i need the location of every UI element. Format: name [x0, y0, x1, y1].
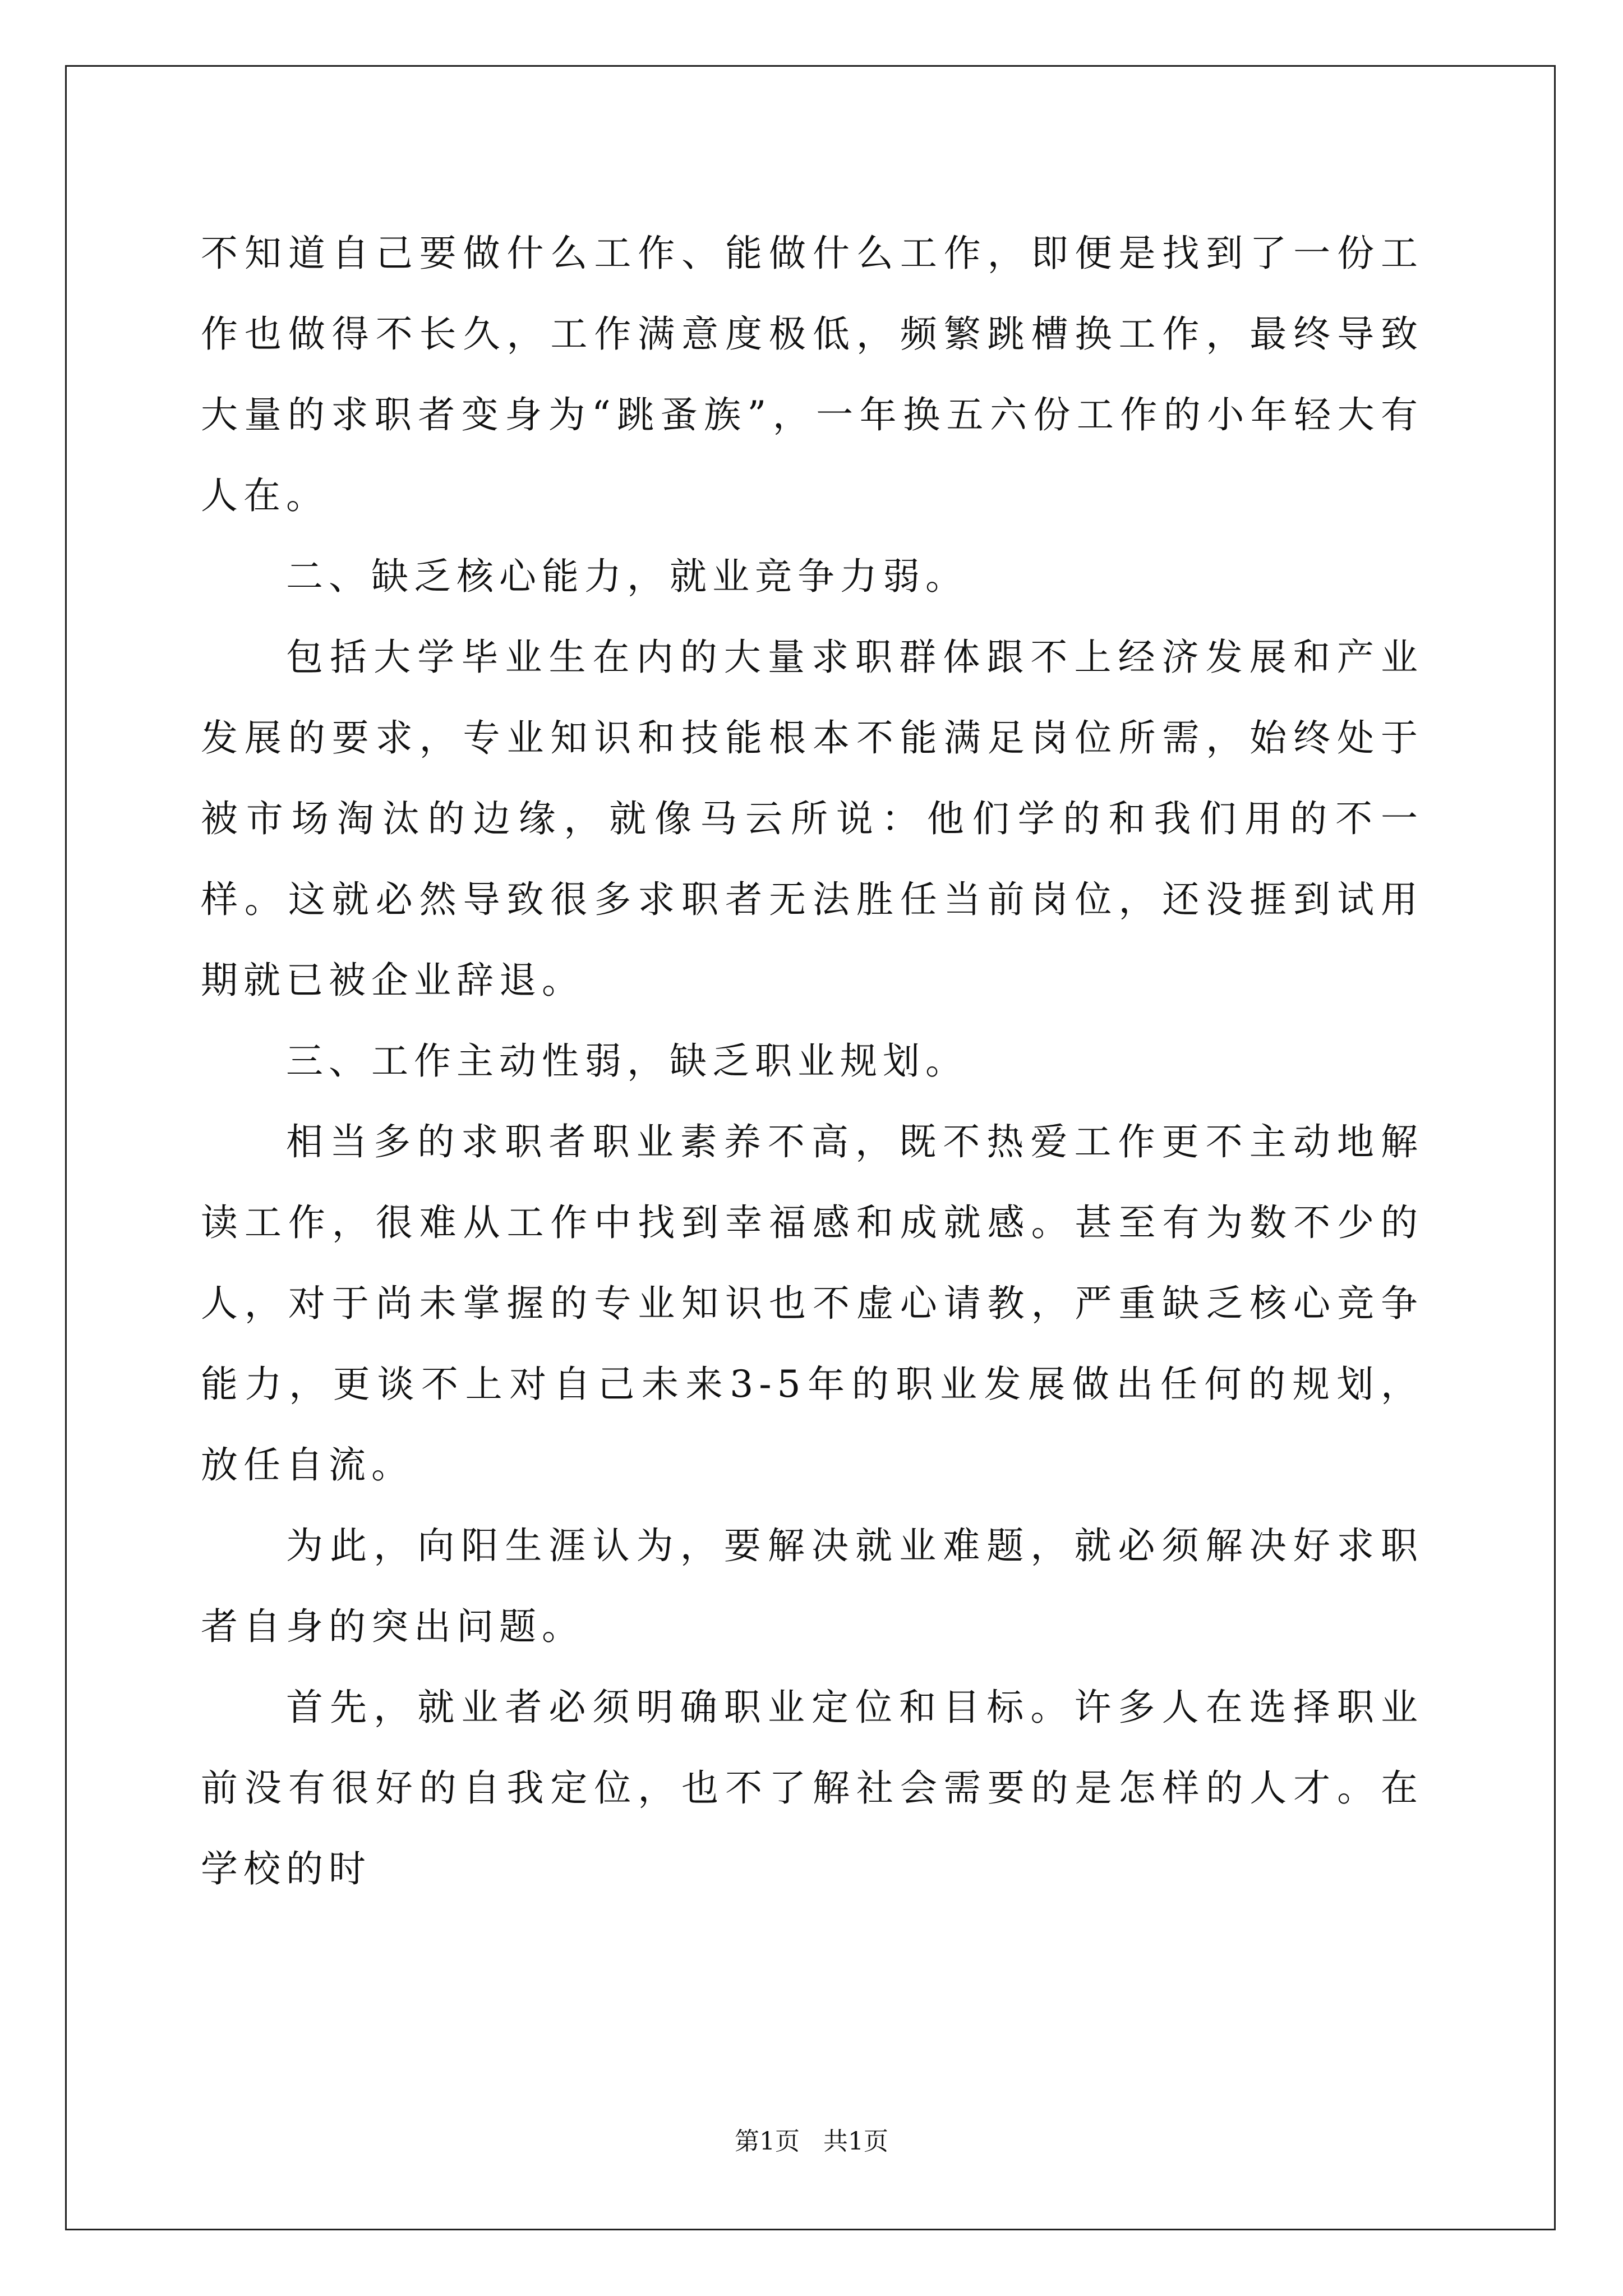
paragraph-1: 不知道自己要做什么工作、能做什么工作，即便是找到了一份工作也做得不长久，工作满意度极低，频繁跳槽换工作，最终导致大量的求职者变身为“跳蚤族”，一年换五六份工作的小年轻大有人在。 — [201, 232, 1423, 517]
document-body — [201, 213, 1423, 1910]
paragraph-6: 为此，向阳生涯认为，要解决就业难题，就必须解决好求职者自身的突出问题。 — [201, 1524, 1423, 1648]
paragraph-3: 包括大学毕业生在内的大量求职群体跟不上经济发展和产业发展的要求，专业知识和技能根本不能满足岗位所需，始终处于被市场淘汰的边缘，就像马云所说：他们学的和我们用的不一样。这就必然导致很多求职者无法胜任当前岗位，还没捱到试用期就已被企业辞退。 — [201, 636, 1423, 1002]
paragraph-2-heading: 二、缺乏核心能力，就业竞争力弱。 — [286, 555, 968, 598]
paragraph-5: 相当多的求职者职业素养不高，既不热爱工作更不主动地解读工作，很难从工作中找到幸福感和成就感。甚至有为数不少的人，对于尚未掌握的专业知识也不虚心请教，严重缺乏核心竞争能力，更谈不上对自己未来3-5年的职业发展做出任何的规划，放任自流。 — [201, 1120, 1423, 1487]
paragraph-4-heading: 三、工作主动性弱，缺乏职业规划。 — [286, 1039, 968, 1083]
page-footer: 第1页 共1页 — [735, 2127, 888, 2156]
paragraph-7: 首先，就业者必须明确职业定位和目标。许多人在选择职业前没有很好的自我定位，也不了解社会需要的是怎样的人才。在学校的时 — [201, 1686, 1423, 1890]
